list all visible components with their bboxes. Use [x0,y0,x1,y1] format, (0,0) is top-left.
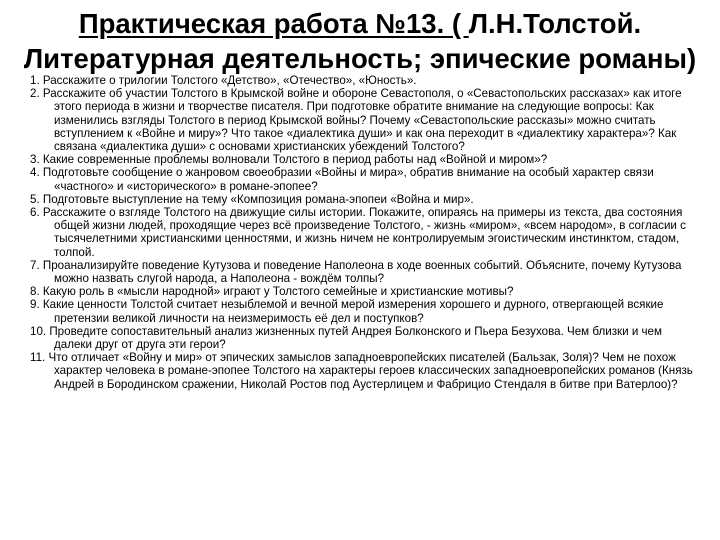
title-underlined-part: Практическая работа №13. ( [78,8,469,39]
task-item: 7. Проанализируйте поведение Кутузова и поведение Наполеона в ходе военных событий. Объясните, почему Кутузова можно назвать слугой народа, а Наполеона - вождём толпы? [30,258,682,286]
task-list [30,74,694,391]
task-item: 1. Расскажите о трилогии Толстого «Детство», «Отечество», «Юность». [30,74,417,87]
task-item: 8. Какую роль в «мысли народной» играют у Толстого семейные и христианские мотивы? [30,285,514,299]
task-item: 4. Подготовьте сообщение о жанровом своеобразии «Войны и мира», обратив внимание на особый характер связи «частного» и «исторического» в романе-эпопее? [30,166,654,193]
task-item: 2. Расскажите об участии Толстого в Крымской войне и обороне Севастополя, о «Севастопольских рассказах» как итоге этого периода в жизни и творчестве писателя. При подготовке обратите внимание на следующие вопросы: Как изменились взгляды Толстого в период Крымской войны? Почему «Севастопольские рассказы» можно считать вступлением к «Войне и миру»? Что такое «диалектика души» и как она переходит в «диалектику характера»? Как связана «диалектика души» с основами христианских убеждений Толстого? [30,87,682,154]
title-line1-rest: Л.Н.Толстой. [468,8,642,39]
task-item: 10. Проведите сопоставительный анализ жизненных путей Андрея Болконского и Пьера Безухова. Чем близки и чем далеки друг от друга эти герои? [30,324,662,352]
task-item: 6. Расскажите о взгляде Толстого на движущие силы истории. Покажите, опираясь на примеры из текста, два состояния общей жизни людей, проходящие через всё произведение Толстого, - жизнь «миром», «всем народом», в согласии с тысячелетними христианскими ценностями, и жизнь ничем не контролируемым эгоистическим инстинктом, стадом, толпой. [30,206,686,259]
task-item: 3. Какие современные проблемы волновали Толстого в период работы над «Войной и миром»? [30,153,548,167]
task-item: 9. Какие ценности Толстой считает незыблемой и вечной мерой измерения хорошего и дурного, отвергающей всякие претензии великой личности на неизмеримость её дел и поступков? [30,298,664,325]
task-item: 11. Что отличает «Войну и мир» от эпических замыслов западноевропейских писателей (Бальзак, Золя)? Чем не похож характер человека в романе-эпопее Толстого на характеры героев классических западноевропейских романов (Князь Андрей в Бородинском сражении, Николай Ростов под Аустерлицем и Фабрицио Стендаля в битве при Ватерлоо)? [30,351,693,391]
task-item: 5. Подготовьте выступление на тему «Композиция романа-эпопеи «Война и мир». [30,192,474,206]
title-line2: Литературная деятельность; эпические романы) [23,43,697,74]
page-title [0,6,720,76]
